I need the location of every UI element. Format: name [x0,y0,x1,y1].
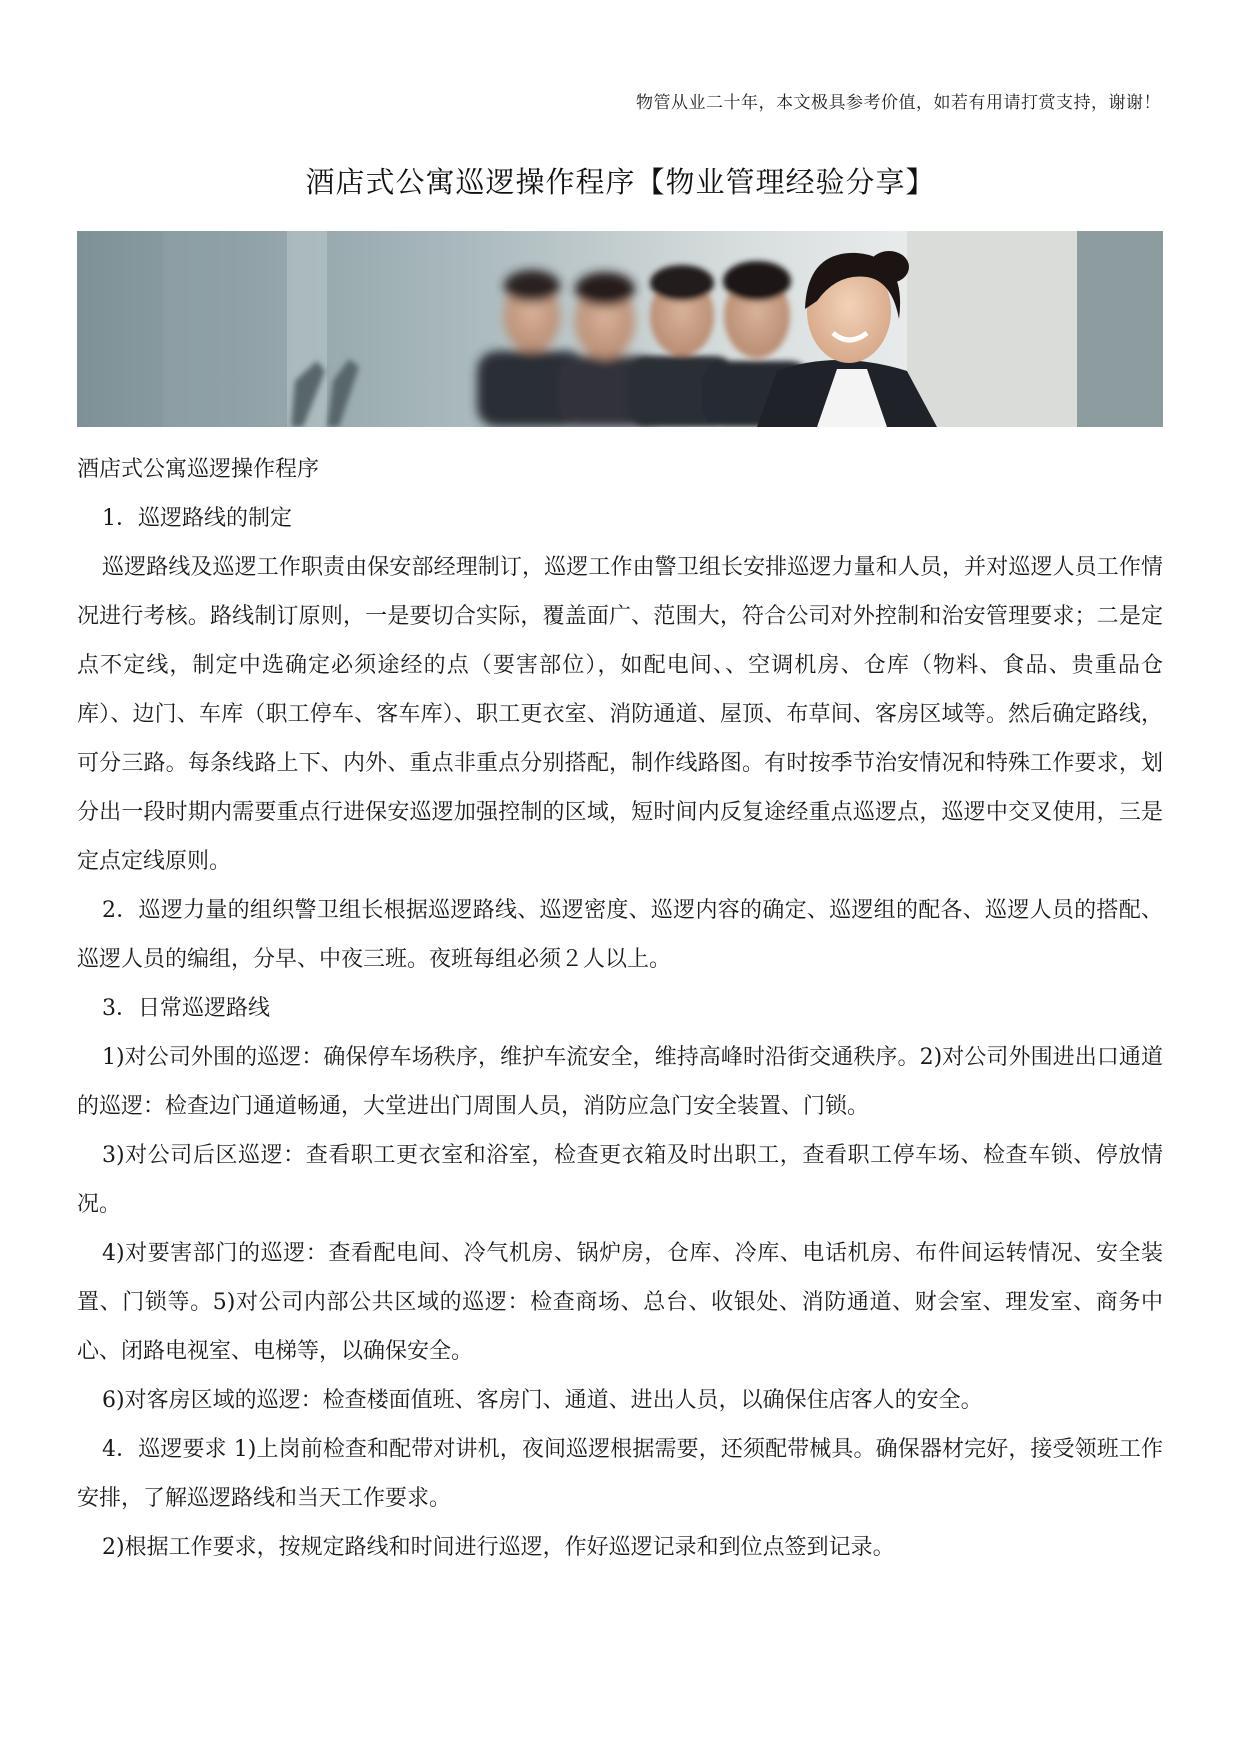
body-paragraph: 3)对公司后区巡逻：查看职工更衣室和浴室，检查更衣箱及时出职工，查看职工停车场、检查车锁、停放情况。 [77,1143,1163,1217]
body-paragraph: 1)对公司外围的巡逻：确保停车场秩序，维护车流安全，维持高峰时沿街交通秩序。2)对公司外围进出口通道的巡逻：检查边门通道畅通，大堂进出门周围人员，消防应急门安全装置、门锁。 [77,1045,1163,1119]
staff-photo-banner-icon [77,231,1163,427]
header-note: 物管从业二十年，本文极具参考价值，如若有用请打赏支持，谢谢！ [636,93,1161,113]
document-body [77,445,1163,1572]
body-paragraph: 6)对客房区域的巡逻：检查楼面值班、客房门、通道、进出人员，以确保住店客人的安全。 [102,1388,983,1413]
section-paragraph: 2．巡逻力量的组织警卫组长根据巡逻路线、巡逻密度、巡逻内容的确定、巡逻组的配各、巡逻人员的搭配、巡逻人员的编组，分早、中夜三班。夜班每组必须２人以上。 [77,898,1163,972]
banner-image [77,231,1163,427]
section-heading: 1．巡逻路线的制定 [102,506,292,531]
section-paragraph: 4．巡逻要求 1)上岗前检查和配带对讲机，夜间巡逻根据需要，还须配带械具。确保器材完好，接受领班工作安排，了解巡逻路线和当天工作要求。 [77,1437,1163,1511]
document-title: 酒店式公寓巡逻操作程序【物业管理经验分享】 [305,165,936,199]
body-paragraph: 巡逻路线及巡逻工作职责由保安部经理制订，巡逻工作由警卫组长安排巡逻力量和人员，并对巡逻人员工作情况进行考核。路线制订原则，一是要切合实际，覆盖面广、范围大，符合公司对外控制和治安管理要求；二是定点不定线，制定中选确定必须途经的点（要害部位），如配电间、、空调机房、仓库（物料、食品、贵重品仓库）、边门、车库（职工停车、客车库）、职工更衣室、消防通道、屋顶、布草间、客房区域等。然后确定路线，可分三路。每条线路上下、内外、重点非重点分别搭配，制作线路图。有时按季节治安情况和特殊工作要求，划分出一段时期内需要重点行进保安巡逻加强控制的区域，短时间内反复途经重点巡逻点，巡逻中交叉使用，三是定点定线原则。 [77,555,1163,874]
section-heading: 3．日常巡逻路线 [102,996,270,1021]
body-paragraph: 2)根据工作要求，按规定路线和时间进行巡逻，作好巡逻记录和到位点签到记录。 [102,1535,895,1560]
body-paragraph: 4)对要害部门的巡逻：查看配电间、冷气机房、锅炉房，仓库、冷库、电话机房、布件间运转情况、安全装置、门锁等。5)对公司内部公共区域的巡逻：检查商场、总台、收银处、消防通道、财会室、理发室、商务中心、闭路电视室、电梯等，以确保安全。 [77,1241,1163,1364]
body-subtitle: 酒店式公寓巡逻操作程序 [77,457,320,482]
